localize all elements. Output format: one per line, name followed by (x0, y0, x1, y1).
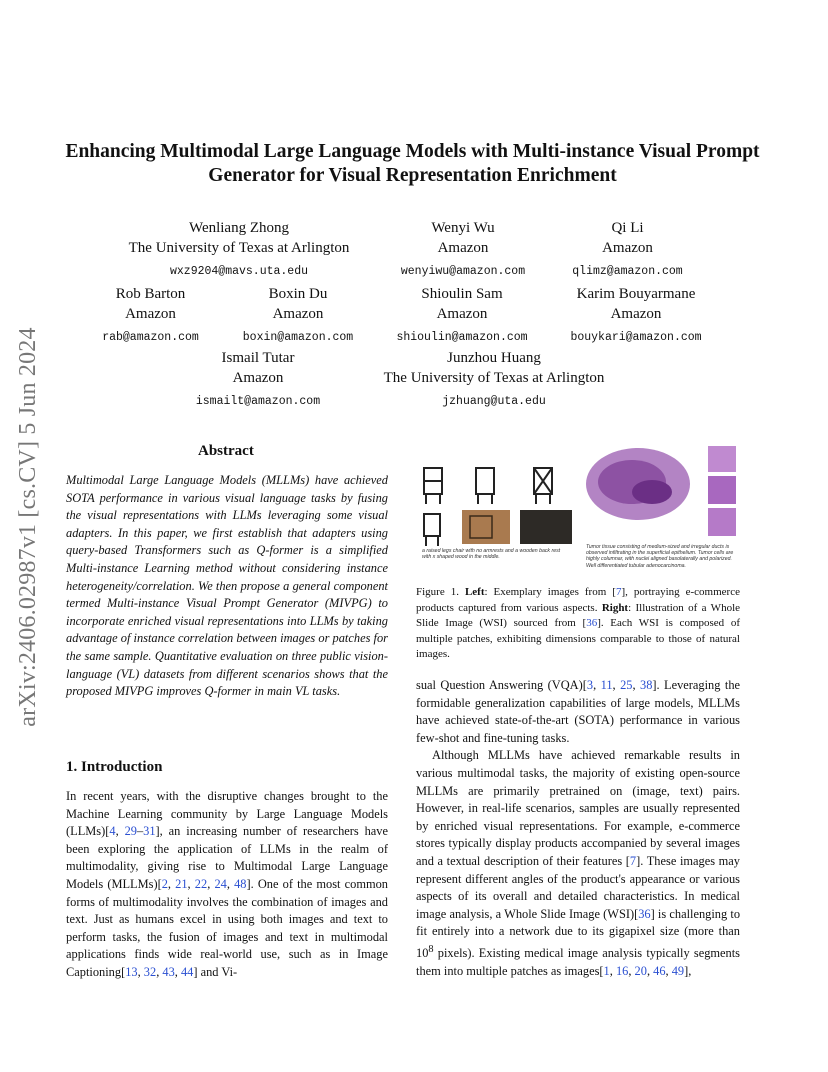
citation-link[interactable]: 11 (600, 678, 613, 692)
figure-right-subcaption: Tumor tissue consisting of medium-sized and irregular ducts is observed infiltrating in the superficial epithelium. Tumor cells are highly columnar, with nuclei aligned basolaterally and polarized. Well differentiated tubular adenocarcinoma. (586, 544, 734, 569)
author-block (386, 284, 538, 348)
text-span: , (593, 678, 601, 692)
text-span: ], portraying e-commerce products captured from various aspects. (416, 586, 740, 614)
text-span: , (609, 963, 616, 978)
author-block (555, 218, 700, 282)
citation-link[interactable]: 7 (629, 853, 637, 868)
author-block (556, 284, 716, 348)
citation-link[interactable]: 38 (640, 678, 653, 692)
tissue-patch-icon (708, 508, 736, 536)
author-block (108, 218, 370, 282)
author-email: wxz9204@mavs.uta.edu (169, 265, 309, 278)
text-span: ] and Vi- (193, 964, 238, 979)
text-span: , (628, 963, 635, 978)
text-span: , (632, 678, 640, 692)
author-block (228, 284, 368, 348)
citation-link[interactable]: 2 (161, 876, 168, 891)
text-span: , (174, 964, 181, 979)
author-name: Wenliang Zhong (188, 220, 290, 236)
author-name: Shioulin Sam (421, 286, 503, 302)
text-span: – (136, 824, 144, 839)
figure-caption (416, 585, 740, 663)
author-affiliation: The University of Texas at Arlington (128, 240, 350, 256)
citation-link[interactable]: 25 (620, 678, 633, 692)
author-block (362, 348, 626, 412)
citation-link[interactable]: 29 (124, 824, 137, 839)
text-span: , (187, 876, 195, 891)
caption-left-label: Left (464, 586, 485, 598)
figure-left-subcaption: a raised legs chair with no armrests and a wooden back rest with x shaped wood in the middle. (422, 548, 561, 561)
text-span: : Illustration of a Whole Slide Image (WSI) sourced from [ (416, 601, 741, 629)
intro-paragraph (66, 788, 388, 982)
text-span: , (167, 876, 176, 891)
text-span: , (665, 963, 672, 978)
citation-link[interactable]: 36 (586, 617, 598, 629)
text-span: : Exemplary images from [ (484, 586, 616, 598)
author-affiliation: Amazon (602, 240, 653, 256)
caption-right-label: Right (601, 601, 629, 614)
author-affiliation: Amazon (232, 370, 284, 386)
citation-link[interactable]: 31 (143, 824, 156, 839)
text-span: , (156, 964, 163, 979)
text-span: pixels). Existing medical image analysis typically segments them into multiple patches as images[ (416, 946, 740, 978)
citation-link[interactable]: 44 (180, 964, 194, 979)
product-photo-icon (462, 510, 510, 544)
text-span: , (137, 964, 144, 979)
author-block (182, 348, 334, 412)
citation-link[interactable]: 48 (234, 876, 247, 891)
paragraph (416, 677, 740, 747)
author-email: jzhuang@uta.edu (442, 395, 546, 408)
text-span: , (115, 824, 125, 839)
author-block (388, 218, 538, 282)
product-photo-icon (520, 510, 572, 544)
citation-link[interactable]: 20 (634, 963, 647, 978)
author-email: wenyiwu@amazon.com (400, 265, 526, 278)
citation-link[interactable]: 43 (162, 964, 175, 979)
paper-title: Enhancing Multimodal Large Language Models with Multi-instance Visual Prompt Generator for Visual Representation Enrichment (65, 141, 760, 186)
tissue-patch-icon (708, 476, 736, 504)
author-affiliation: Amazon (437, 240, 489, 256)
text-span: , (207, 876, 215, 891)
citation-link[interactable]: 22 (194, 876, 208, 891)
arxiv-stamp: arXiv:2406.02987v1 [cs.CV] 5 Jun 2024 (15, 327, 41, 727)
author-affiliation: The University of Texas at Arlington (383, 370, 605, 386)
citation-link[interactable]: 3 (586, 678, 594, 692)
citation-link[interactable]: 49 (671, 963, 685, 978)
text-span: In recent years, with the disruptive changes brought to the Machine Learning community by Large Language Models (LLMs)[ (66, 789, 388, 839)
author-name: Ismail Tutar (221, 350, 295, 366)
citation-link[interactable]: 32 (143, 964, 157, 979)
author-affiliation: Amazon (125, 306, 176, 322)
text-span: ]. Leveraging the formidable generalization capabilities of large models, MLLMs have achieved state-of-the-art (SOTA) performance in various few-shot and fine-tuning tasks. (416, 678, 741, 745)
author-affiliation: Amazon (436, 306, 488, 322)
citation-link[interactable]: 36 (638, 906, 651, 921)
author-email: boxin@amazon.com (242, 331, 354, 344)
author-affiliation: Amazon (272, 306, 324, 322)
tissue-patch-icon (708, 446, 736, 472)
citation-link[interactable]: 13 (125, 964, 138, 979)
abstract-text: Multimodal Large Language Models (MLLMs) have achieved SOTA performance in various visual language tasks by fusing the visual representations with LLMs leveraging some visual adapters. In this paper, we first establish that adapters using query-based Transformers such as Q-former is a simplified Multi-instance Learning method without considering instance heterogeneity/correlation. We then propose a general component termed Multi-instance Visual Prompt Generator (MIVPG) to incorporate enriched visual representations into LLMs by taking advantage of instance correlation between images or patches for the same sample. Quantitative evaluation on three public vision-language (VL) datasets from different scenarios shows that the proposed MIVPG improves Q-former in main VL tasks. (66, 473, 388, 699)
author-name: Wenyi Wu (431, 220, 495, 236)
abstract-heading: Abstract (198, 443, 254, 459)
text-span: ]. These images may represent different angles of the product's appearance or various aspects of its overall and detailed characteristics. In medical image analysis, a Whole Slide Image (WSI)[ (416, 853, 740, 921)
text-span: ], (684, 963, 692, 978)
citation-link[interactable]: 46 (653, 963, 666, 978)
citation-link[interactable]: 7 (615, 586, 622, 598)
author-name: Rob Barton (115, 286, 186, 302)
author-name: Qi Li (611, 220, 644, 236)
text-span: , (612, 678, 621, 692)
section-heading: 1. Introduction (66, 759, 163, 775)
author-affiliation: Amazon (610, 306, 662, 322)
text-span: ]. One of the most common forms of multimodality involves the combination of images and text. Just as humans excel in using both images and text to perform tasks, the fusion of images and text in multimodal applications finds wide real-world use, such as in Image Captioning[ (66, 876, 388, 979)
citation-link[interactable]: 4 (109, 824, 116, 839)
author-name: Junzhou Huang (447, 350, 541, 366)
citation-link[interactable]: 1 (603, 963, 610, 978)
text-span: ]. Each WSI is composed of multiple patches, exhibiting dimensions comparable to those of natural images. (416, 617, 740, 660)
citation-link[interactable]: 24 (214, 876, 227, 891)
right-column-text (416, 677, 740, 980)
author-block (88, 284, 213, 348)
author-email: ismailt@amazon.com (195, 395, 321, 408)
superscript: 8 (428, 943, 434, 955)
text-span: ] is challenging to fit entirely into a network due to its gigapixel size (more than 10 (416, 906, 741, 961)
author-name: Boxin Du (268, 286, 328, 302)
paragraph (416, 747, 740, 980)
author-name: Karim Bouyarmane (576, 286, 696, 302)
text-span: ], an increasing number of researchers have been exploring the application of LLMs in the realm of multimodality, giving rise to Multimodal Large Language Models (MLLMs)[ (66, 824, 388, 891)
author-email: bouykari@amazon.com (570, 331, 702, 344)
text-span: , (646, 963, 654, 978)
author-email: shioulin@amazon.com (396, 331, 528, 344)
text-span: , (226, 876, 235, 891)
caption-label: Figure 1. (416, 586, 459, 598)
citation-link[interactable]: 16 (615, 963, 629, 978)
text-span: Although MLLMs have achieved remarkable results in various multimodal tasks, the majority of existing open-source MLLMs are primarily pretrained on (image, text) pairs. However, in real-life scenarios, samples are usually represented by enriched visual representations. For example, e-commerce stores typically display products accompanied by several images and a textual description of their features [ (416, 748, 740, 868)
text-span: sual Question Answering (VQA)[ (416, 678, 587, 692)
author-email: qlimz@amazon.com (572, 265, 683, 278)
figure-1 (416, 442, 742, 574)
citation-link[interactable]: 21 (175, 876, 188, 891)
author-email: rab@amazon.com (102, 331, 199, 344)
